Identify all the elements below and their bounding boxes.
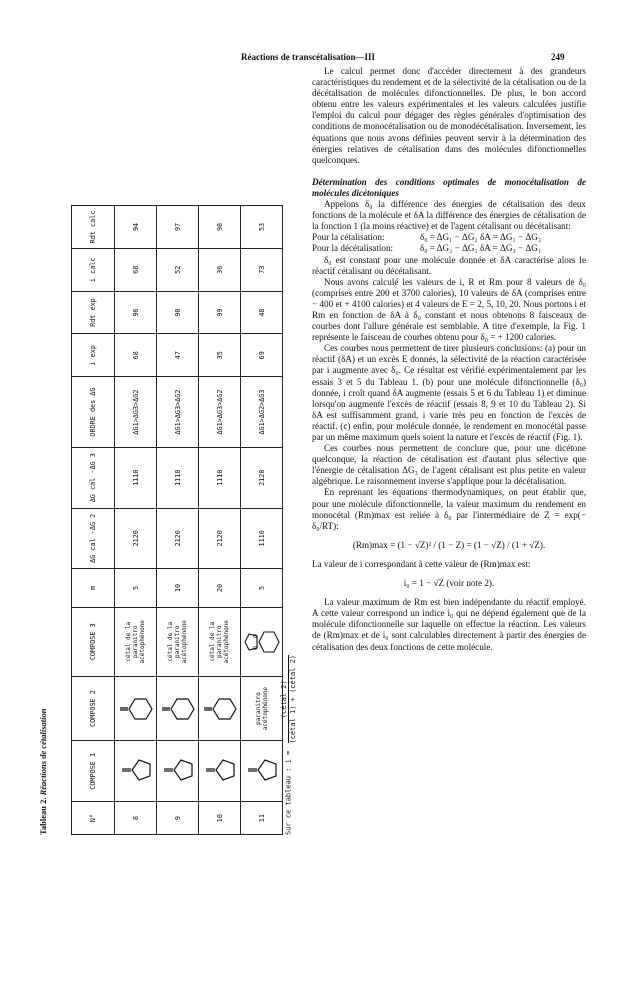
cell-m: 5 [241, 569, 283, 608]
cell-dg2: 2120 [157, 508, 199, 569]
equation-line [312, 232, 586, 243]
header-rdtexp: Rdt exp [72, 291, 115, 334]
cell-rcalc: 97 [157, 206, 199, 249]
header-rdtcalc: Rdt calc [72, 206, 115, 249]
cell-dg3: 1110 [157, 447, 199, 508]
cell-n: 10 [199, 802, 241, 835]
footnote-fraction [280, 655, 297, 744]
cell-ordre: ΔG1>ΔG3>ΔG2 [115, 377, 157, 448]
cell-rexp: 48 [241, 291, 283, 334]
cell-dg2: 2120 [199, 508, 241, 569]
svg-text:O: O [252, 645, 259, 650]
equation-label: Pour la cétalisation: [312, 232, 385, 243]
table-header-row [72, 206, 115, 835]
footnote-numerator: (cétal 2) [280, 655, 289, 744]
cyclopentanone-structure [115, 741, 157, 802]
equation-label: Pour la décétalisation: [312, 243, 394, 254]
dioxolane-ketal-structure [241, 607, 283, 676]
header-dg3: ΔG cal -ΔG 3 [72, 447, 115, 508]
running-head-title: Réactions de transcétalisation—III [241, 52, 375, 62]
header-dg2: ΔG cal -ΔG 2 [72, 508, 115, 569]
cell-n: 9 [157, 802, 199, 835]
cell-icalc: 36 [199, 248, 241, 291]
table-row [115, 206, 157, 835]
paragraph: δ₀ est constant pour une molécule donnée et δA caractérise alors le réactif cétalisant ou décétalisant. [312, 254, 586, 276]
equation: δ₀ = ΔG₁ − ΔG₂ δA = ΔG₁ − ΔG₃ [420, 232, 542, 243]
header-compose3: COMPOSE 3 [72, 607, 115, 676]
cyclohexanone-structure [199, 676, 241, 741]
cyclopentanone-structure [157, 741, 199, 802]
cell-m: 20 [199, 569, 241, 608]
equation: δ₀ = ΔG₂ − ΔG₁ δA = ΔG₃ − ΔG₁ [420, 243, 542, 254]
table-footnote [280, 655, 297, 835]
table-row [241, 206, 283, 835]
cell-rexp: 96 [115, 291, 157, 334]
header-icalc: i calc [72, 248, 115, 291]
cell-dg2: 1110 [241, 508, 283, 569]
text-column [312, 66, 586, 653]
cell-ordre: ΔG1>ΔG3>ΔG2 [199, 377, 241, 448]
section-heading: Détermination des conditions optimales de monocétalisation de molécules dicétoniques [312, 176, 586, 198]
table-caption-label: Tableau 2. [38, 797, 48, 835]
cell-icalc: 52 [157, 248, 199, 291]
cell-dg2: 2120 [115, 508, 157, 569]
equation-i: i₀ = 1 − √Z (voir note 2). [403, 578, 495, 589]
cell-m: 10 [157, 569, 199, 608]
paragraph: En reprenant les équations thermodynamiques, on peut établir que, pour une molécule difonctionnelle, la valeur maximum du rendement en monocétal (Rm)max est reliée à δ₀ par l'intermédiaire de Z = exp(− δ₀/RT): [312, 487, 586, 531]
table-caption-text: Réactions de cétalisation [38, 708, 48, 796]
cell-rcalc: 94 [115, 206, 157, 249]
paragraph: Ces courbes nous permettent de conclure que, pour une dicétone quelconque, la réaction de cétalisation est d'autant plus sélective que l'énergie de cétalisation ΔG₃ de l'agent cétalisant est plus petite en valeur algébrique. Le raisonnement inverse s'applique pour la décétalisation. [312, 443, 586, 487]
cell-dg3: 1110 [199, 447, 241, 508]
cell-dg3: 2120 [241, 447, 283, 508]
table-caption [38, 709, 48, 836]
svg-text:O: O [252, 633, 259, 638]
cell-rexp: 90 [157, 291, 199, 334]
cyclopentanone-structure [241, 741, 283, 802]
cell-rexp: 99 [199, 291, 241, 334]
cell-m: 5 [115, 569, 157, 608]
paragraph: Nous avons calculé les valeurs de i, R et Rm pour 8 valeurs de δ₀ (comprises entre 200 et 3700 calories), 10 valeurs de δA (comprises entre − 400 et + 4100 calories) et 4 valeurs de E = 2, 5, 10, 20. Nous portons i et Rm en fonction de δA à δ₀ constant et nous obtenons 8 faisceaux de courbes dont l'allure générale est semblable. A titre d'exemple, la Fig. 1 représente le faisceau de courbes obtenu pour δ₀ = + 1200 calories. [312, 276, 586, 343]
equation-rm: (Rm)max = (1 − √Z)² / (1 − Z) = (1 − √Z) / (1 + √Z). [352, 539, 546, 550]
footnote-prefix: Sur ce tableau : i = [284, 750, 293, 835]
header-ordre: ORDRE des ΔG [72, 377, 115, 448]
cell-rcalc: 53 [241, 206, 283, 249]
cell-iexp: 68 [115, 334, 157, 377]
paragraph: La valeur de i correspondant à cette valeur de (Rm)max est: [312, 558, 531, 569]
cell-c3: cétal de la paranitro acétophénone [115, 607, 157, 676]
table-row [199, 206, 241, 835]
cell-iexp: 35 [199, 334, 241, 377]
cell-icalc: 68 [115, 248, 157, 291]
cyclohexanone-structure [157, 676, 199, 741]
paragraph: Le calcul permet donc d'accéder directement à des grandeurs caractéristiques du rendement et de la sélectivité de la cétalisation ou de la décétalisation de molécules difonctionnelles. De plus, le bon accord obtenu entre les valeurs expérimentales et les valeurs calculées justifie l'emploi du calcul pour dégager des règles générales d'optimisation des conditions de monocétalisation ou de monodécétalisation. Inversement, les équations que nous avons définies peuvent servir à la détermination des énergies relatives de cétalisation dans des molécules difonctionnelles quelconques. [312, 66, 586, 165]
cell-n: 11 [241, 802, 283, 835]
table-region [38, 205, 303, 835]
cyclopentanone-structure [199, 741, 241, 802]
header-iexp: i exp [72, 334, 115, 377]
cell-rcalc: 98 [199, 206, 241, 249]
cell-ordre: ΔG1>ΔG2>ΔG3 [241, 377, 283, 448]
cyclohexanone-structure [115, 676, 157, 741]
header-m: m [72, 569, 115, 608]
cell-dg3: 1110 [115, 447, 157, 508]
header-compose2: COMPOSE 2 [72, 676, 115, 741]
paragraph: La valeur maximum de Rm est bien indépendante du réactif employé. A cette valeur correspond un indice i₀ qui ne dépend également que de la molécule difonctionnelle sur laquelle on effectue la réaction. Les valeurs de (Rm)max et de i₀ sont calculables directement à partir des énergies de cétalisation des deux fonctions de cette molécule. [312, 597, 586, 652]
table-row [157, 206, 199, 835]
equation-line [312, 243, 586, 254]
cell-n: 8 [115, 802, 157, 835]
table-2 [71, 205, 283, 835]
cell-iexp: 47 [157, 334, 199, 377]
cell-iexp: 69 [241, 334, 283, 377]
header-n: N° [72, 802, 115, 835]
paragraph: Appelons δ₀ la différence des énergies de cétalisation des deux fonctions de la molécule et δA la différence des énergies de cétalisation de la fonction 1 (la moins réactive) et de l'agent cétalisant ou décétalisant: [312, 199, 586, 232]
header-compose1: COMPOSE 1 [72, 741, 115, 802]
cell-icalc: 73 [241, 248, 283, 291]
cell-ordre: ΔG1>ΔG3>ΔG2 [157, 377, 199, 448]
paragraph: Ces courbes nous permettent de tirer plusieurs conclusions: (a) pour un réactif (δA) et un excès E donnés, la sélectivité de la réaction caractérisée par i augmente avec δ₀. Ce résultat est vérifié expérimentalement par les essais 3 et 5 du Tableau 1. (b) pour une molécule difonctionnelle (δ₀) donnée, i croît quand δA augmente (essais 5 et 6 du Tableau 1) et diminue lorsqu'on augmente l'excès de réactif (essais 8, 9 et 10 du Tableau 2). Si δA est suffisamment grand, i varie très peu en fonction de l'excès de réactif. (c) enfin, pour molécule donnée, le rendement en monocétal passe par un même maximum quels soient la nature et l'excès de réactif (Fig. 1). [312, 343, 586, 442]
page-number: 249 [551, 52, 565, 62]
cell-c3: cétal de la paranitro acétophénone [199, 607, 241, 676]
table-rotated [38, 205, 303, 835]
cell-c2: paranitro acétophénone [241, 676, 283, 741]
footnote-denominator: (cétal 1) + (cétal 2) [289, 654, 297, 744]
cell-c3: cétal de la paranitro acétophénone [157, 607, 199, 676]
